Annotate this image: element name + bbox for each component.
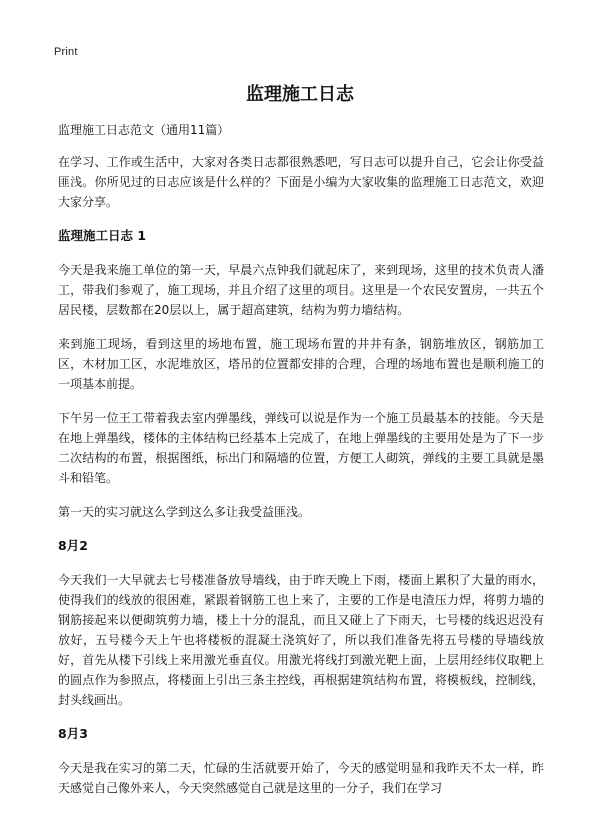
section-heading-2: 8月2 <box>58 538 88 553</box>
section-2-paragraph-1: 今天我们一大早就去七号楼准备放导墙线，由于昨天晚上下雨，楼面上累积了大量的雨水，使得我们的线放的很困难，紧跟着钢筋工也上来了，主要的工作是电渣压力焊，将剪力墙的钢筋接起来以便砌筑剪力墙，楼上十分的混乱，而且又碰上了下雨天，七号楼的线迟迟没有放好，五号楼今天上午也将楼板的混凝土浇筑好了，所以我们准备先将五号楼的导墙线放好，首先从楼下引线上来用激光垂直仪。用激光将线打到激光靶上面，上层用经纬仪取靶上的圆点作为参照点，将楼面上引出三条主控线，再根据建筑结构布置，将模板线，控制线，封头线画出。 <box>58 573 544 707</box>
section-1-paragraph-1: 今天是我来施工单位的第一天，早晨六点钟我们就起床了，来到现场，这里的技术负责人潘工，带我们参观了，施工现场，并且介绍了这里的项目。这里是一个农民安置房，一共五个居民楼，层数都在20层以上，属于超高建筑，结构为剪力墙结构。 <box>58 263 544 317</box>
intro-paragraph: 在学习、工作或生活中，大家对各类日志都很熟悉吧，写日志可以提升自己，它会让你受益匪浅。你所见过的日志应该是什么样的？下面是小编为大家收集的监理施工日志范文，欢迎大家分享。 <box>58 155 544 209</box>
document-subtitle: 监理施工日志范文（通用11篇） <box>58 123 230 137</box>
section-3-paragraph-1: 今天是我在实习的第二天，忙碌的生活就要开始了，今天的感觉明显和我昨天不太一样，昨天感觉自己像外来人，今天突然感觉自己就是这里的一分子，我们在学习 <box>58 761 544 795</box>
document-content <box>58 120 544 812</box>
section-1-paragraph-3: 下午另一位王工带着我去室内弹墨线，弹线可以说是作为一个施工员最基本的技能。今天是在地上弹墨线，楼体的主体结构已经基本上完成了，在地上弹墨线的主要用处是为了下一步二次结构的布置，根据图纸，标出门和隔墙的位置，方便工人砌筑，弹线的主要工具就是墨斗和铅笔。 <box>58 411 544 485</box>
section-heading-3: 8月3 <box>58 726 88 741</box>
section-heading-1: 监理施工日志 1 <box>58 228 147 243</box>
print-link[interactable]: Print <box>54 46 78 58</box>
section-1-paragraph-2: 来到施工现场，看到这里的场地布置，施工现场布置的井井有条，钢筋堆放区，钢筋加工区，木材加工区，水泥堆放区，塔吊的位置都安排的合理，合理的场地布置也是顺利施工的一项基本前提。 <box>58 337 544 391</box>
page-title: 监理施工日志 <box>246 84 354 105</box>
section-1-paragraph-4: 第一天的实习就这么学到这么多让我受益匪浅。 <box>58 505 311 519</box>
